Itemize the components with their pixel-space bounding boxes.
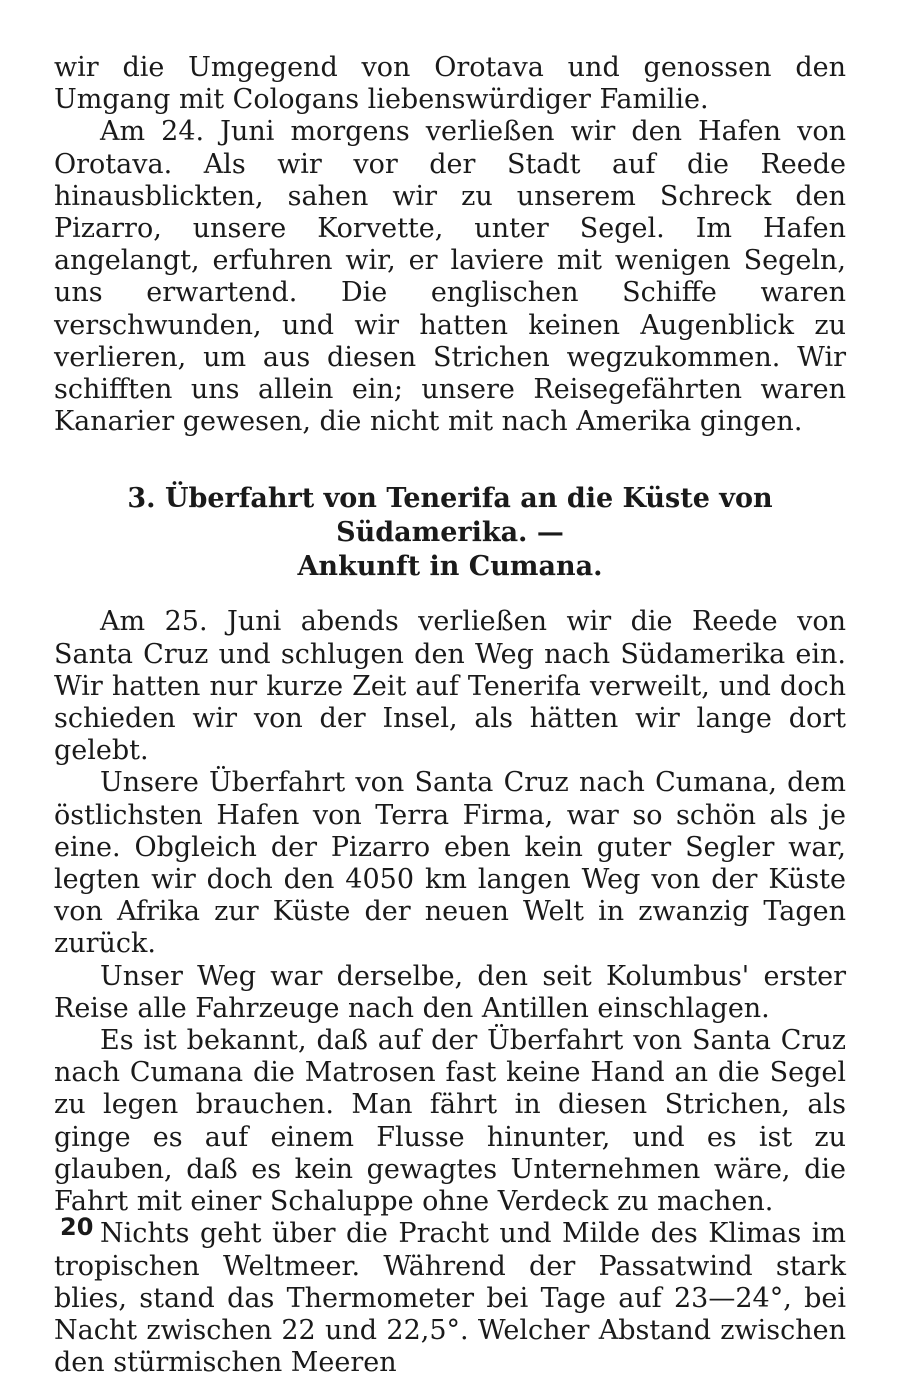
paragraph-sailing: Es ist bekannt, daß auf der Überfahrt von Santa Cruz nach Cumana die Matrosen fast keine Hand an die Segel zu legen brauchen. Man fährt in diesen Strichen, als ginge es auf einem Flusse hinunter, und es ist zu glauben, daß es kein gewagtes Unternehmen wäre, die Fahrt mit einer Schaluppe ohne Verdeck zu machen. <box>54 1025 846 1218</box>
section-heading-line-2: Ankunft in Cumana. <box>297 551 603 583</box>
paragraph-departure-santa-cruz: Am 25. Juni abends verließen wir die Reede von Santa Cruz und schlugen den Weg nach Südamerika ein. Wir hatten nur kurze Zeit auf Tenerifa verweilt, und doch schieden wir von der Insel, als hätten wir lange dort gelebt. <box>54 606 846 767</box>
paragraph-continuation: wir die Umgegend von Orotava und genossen den Umgang mit Cologans liebenswürdiger Familie. <box>54 52 846 116</box>
section-heading-line-1: 3. Überfahrt von Tenerifa an die Küste von Südamerika. — <box>127 483 773 549</box>
page-number: 20 <box>60 1213 94 1241</box>
paragraph-departure-orotava: Am 24. Juni morgens verließen wir den Hafen von Orotava. Als wir vor der Stadt auf die Reede hinausblickten, sahen wir zu unserem Schreck den Pizarro, unsere Korvette, unter Segel. Im Hafen angelangt, erfuhren wir, er laviere mit wenigen Segeln, uns erwartend. Die englischen Schiffe waren verschwunden, und wir hatten keinen Augenblick zu verlieren, um aus diesen Strichen wegzukommen. Wir schifften uns allein ein; unsere Reisegefährten waren Kanarier gewesen, die nicht mit nach Amerika gingen. <box>54 116 846 438</box>
book-page <box>54 52 846 1379</box>
paragraph-climate: Nichts geht über die Pracht und Milde des Klimas im tropischen Weltmeer. Während der Passatwind stark blies, stand das Thermometer bei Tage auf 23—24°, bei Nacht zwischen 22 und 22,5°. Welcher Abstand zwischen den stürmischen Meeren <box>54 1218 846 1379</box>
section-heading <box>54 482 846 584</box>
paragraph-route: Unser Weg war derselbe, den seit Kolumbus' erster Reise alle Fahrzeuge nach den Antillen einschlagen. <box>54 960 846 1024</box>
paragraph-crossing: Unsere Überfahrt von Santa Cruz nach Cumana, dem östlichsten Hafen von Terra Firma, war so schön als je eine. Obgleich der Pizarro eben kein guter Segler war, legten wir doch den 4050 km langen Weg von der Küste von Afrika zur Küste der neuen Welt in zwanzig Tagen zurück. <box>54 767 846 960</box>
